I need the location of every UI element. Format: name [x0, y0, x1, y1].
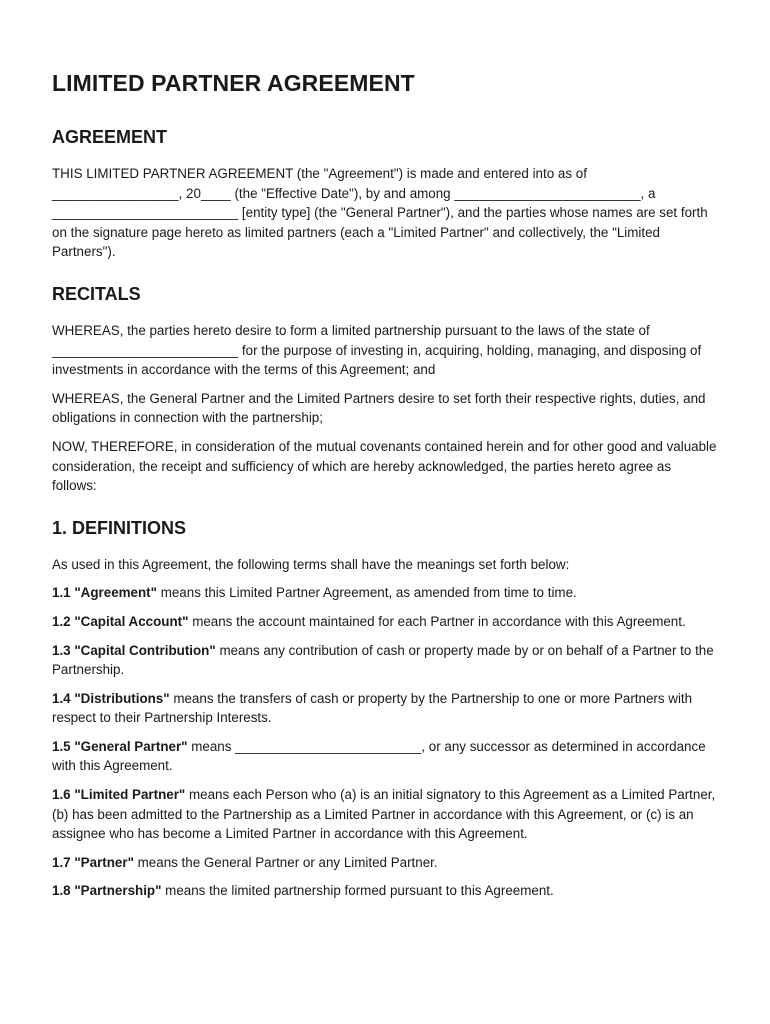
definition-term: 1.4 "Distributions": [52, 690, 170, 706]
definition-term: 1.8 "Partnership": [52, 883, 162, 899]
recital-paragraph: WHEREAS, the General Partner and the Limited Partners desire to set forth their respective rights, duties, and obligations in connection with the partnership;: [52, 390, 706, 426]
recitals-section: [52, 284, 718, 496]
definition-term: 1.6 "Limited Partner": [52, 787, 186, 803]
definition-term: 1.5 "General Partner": [52, 738, 188, 754]
definition-item: [52, 612, 718, 632]
definitions-heading: 1. DEFINITIONS: [52, 517, 187, 538]
definition-text: means the limited partnership formed pursuant to this Agreement.: [161, 883, 554, 899]
agreement-intro-paragraph: THIS LIMITED PARTNER AGREEMENT (the "Agreement") is made and entered into as of _________________, 20____ (the "Effective Date"), by and among _________________________, a _________________________ [entity type] (the "General Partner"), and the parties whose names are set forth on the signature page hereto as limited partners (each a "Limited Partner" and collectively, the "Limited Partners").: [52, 166, 708, 260]
definition-term: 1.7 "Partner": [52, 854, 134, 870]
definition-item: [52, 737, 718, 776]
definition-term: 1.1 "Agreement": [52, 585, 157, 601]
definition-text: means the transfers of cash or property by the Partnership to one or more Partners with respect to their Partnership Interests.: [52, 690, 693, 726]
recitals-heading: RECITALS: [52, 283, 141, 304]
definition-text: means any contribution of cash or property made by or on behalf of a Partner to the Partnership.: [52, 642, 714, 678]
agreement-heading: AGREEMENT: [52, 127, 168, 147]
definition-item: [52, 785, 718, 844]
definition-item: [52, 641, 718, 680]
definition-term: 1.3 "Capital Contribution": [52, 642, 216, 658]
definition-text: means this Limited Partner Agreement, as amended from time to time.: [156, 585, 577, 601]
definitions-section: [52, 518, 718, 901]
recital-paragraph: WHEREAS, the parties hereto desire to form a limited partnership pursuant to the laws of the state of _________________________ for the purpose of investing in, acquiring, holding, managing, and disposing of investments in accordance with the terms of this Agreement; and: [52, 322, 702, 378]
definition-text: means the General Partner or any Limited Partner.: [133, 854, 438, 870]
document-title: LIMITED PARTNER AGREEMENT: [52, 70, 415, 96]
definition-item: [52, 689, 718, 728]
definition-item: [52, 853, 718, 873]
definition-text: means each Person who (a) is an initial signatory to this Agreement as a Limited Partner, (b) has been admitted to the Partnership as a Limited Partner in accordance with this Agreement, or (c) is an assignee who has become a Limited Partner in accordance with this Agreement.: [52, 787, 716, 842]
agreement-section: [52, 127, 718, 262]
definition-item: [52, 583, 718, 603]
definitions-intro: As used in this Agreement, the following terms shall have the meanings set forth below:: [52, 556, 570, 572]
definition-text: means the account maintained for each Partner in accordance with this Agreement.: [188, 613, 686, 629]
definition-term: 1.2 "Capital Account": [52, 613, 189, 629]
definition-item: [52, 881, 718, 901]
definition-text: means _________________________, or any successor as determined in accordance with this Agreement.: [52, 738, 706, 774]
recital-paragraph: NOW, THEREFORE, in consideration of the mutual covenants contained herein and for other good and valuable consideration, the receipt and sufficiency of which are hereby acknowledged, the parties hereto agree as follows:: [52, 438, 717, 494]
